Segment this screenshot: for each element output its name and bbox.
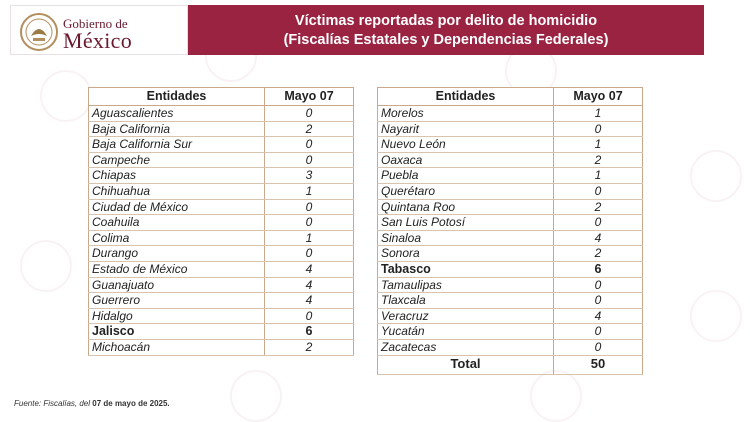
victim-count: 1 xyxy=(554,106,643,122)
victim-count: 2 xyxy=(554,152,643,168)
victim-count: 0 xyxy=(554,183,643,199)
entity-name: Ciudad de México xyxy=(89,199,265,215)
table-row xyxy=(378,277,643,293)
entity-name: Estado de México xyxy=(89,261,265,277)
victim-count: 4 xyxy=(265,261,354,277)
victim-count: 2 xyxy=(554,246,643,262)
entity-name: Nayarit xyxy=(378,121,554,137)
page-title: Víctimas reportadas por delito de homicidio xyxy=(294,13,598,29)
entity-name: Campeche xyxy=(89,152,265,168)
table-row xyxy=(89,308,354,324)
column-header-date: Mayo 07 xyxy=(265,88,354,106)
watermark xyxy=(530,370,582,422)
entity-name: Morelos xyxy=(378,106,554,122)
table-row xyxy=(89,277,354,293)
entity-name: Querétaro xyxy=(378,183,554,199)
victim-count: 0 xyxy=(554,121,643,137)
table-row xyxy=(89,215,354,231)
table-row xyxy=(89,339,354,355)
table-row xyxy=(89,230,354,246)
entity-name: Hidalgo xyxy=(89,308,265,324)
victim-count: 3 xyxy=(265,168,354,184)
gov-label-small: Gobierno de xyxy=(63,16,128,31)
entity-name: Durango xyxy=(89,246,265,262)
victim-count: 0 xyxy=(554,215,643,231)
gov-label-big: México xyxy=(63,28,133,53)
table-row xyxy=(89,106,354,122)
entity-name: Baja California Sur xyxy=(89,137,265,153)
table-row xyxy=(378,324,643,340)
entity-name: Yucatán xyxy=(378,324,554,340)
total-value: 50 xyxy=(554,355,643,374)
watermark xyxy=(690,150,742,202)
table-row xyxy=(378,261,643,277)
table-row xyxy=(378,230,643,246)
source-date: 07 de mayo de 2025. xyxy=(92,399,170,408)
victim-count: 0 xyxy=(265,137,354,153)
entity-name: Chiapas xyxy=(89,168,265,184)
victim-count: 1 xyxy=(554,168,643,184)
table-row xyxy=(89,293,354,309)
table-row xyxy=(89,121,354,137)
entity-name: Guerrero xyxy=(89,293,265,309)
table-row xyxy=(378,106,643,122)
victim-count: 4 xyxy=(554,230,643,246)
table-row xyxy=(89,168,354,184)
column-header-date: Mayo 07 xyxy=(554,88,643,106)
total-row xyxy=(378,355,643,374)
entity-name: Chihuahua xyxy=(89,183,265,199)
page-subtitle: (Fiscalías Estatales y Dependencias Federales) xyxy=(283,32,609,48)
table-row xyxy=(89,324,354,340)
victim-count: 0 xyxy=(265,308,354,324)
column-header-entity: Entidades xyxy=(378,88,554,106)
entity-name: Nuevo León xyxy=(378,137,554,153)
victim-count: 0 xyxy=(265,246,354,262)
table-row xyxy=(89,183,354,199)
entity-name: Michoacán xyxy=(89,339,265,355)
victims-table-left xyxy=(88,87,354,356)
total-label: Total xyxy=(378,355,554,374)
victim-count: 0 xyxy=(554,324,643,340)
entity-name: Veracruz xyxy=(378,308,554,324)
entity-name: Puebla xyxy=(378,168,554,184)
entity-name: Colima xyxy=(89,230,265,246)
table-row xyxy=(378,246,643,262)
government-logo xyxy=(10,5,188,55)
entity-name: Tlaxcala xyxy=(378,293,554,309)
entity-name: Tabasco xyxy=(378,261,554,277)
entity-name: Baja California xyxy=(89,121,265,137)
column-header-entity: Entidades xyxy=(89,88,265,106)
victims-table-right xyxy=(377,87,643,375)
entity-name: San Luis Potosí xyxy=(378,215,554,231)
victim-count: 0 xyxy=(265,106,354,122)
watermark xyxy=(20,240,72,292)
table-row xyxy=(89,246,354,262)
source-note xyxy=(14,399,170,408)
table-row xyxy=(89,152,354,168)
title-band xyxy=(188,5,704,55)
victim-count: 0 xyxy=(554,277,643,293)
entity-name: Coahuila xyxy=(89,215,265,231)
victim-count: 6 xyxy=(554,261,643,277)
victim-count: 0 xyxy=(265,215,354,231)
watermark xyxy=(230,370,282,422)
table-row xyxy=(378,183,643,199)
table-row xyxy=(378,121,643,137)
watermark xyxy=(690,290,742,342)
source-prefix: Fuente: Fiscalías, del xyxy=(14,399,93,408)
victim-count: 0 xyxy=(554,339,643,355)
table-row xyxy=(378,293,643,309)
entity-name: Jalisco xyxy=(89,324,265,340)
victim-count: 4 xyxy=(265,277,354,293)
victim-count: 2 xyxy=(265,339,354,355)
entity-name: Zacatecas xyxy=(378,339,554,355)
entity-name: Sinaloa xyxy=(378,230,554,246)
victim-count: 0 xyxy=(265,152,354,168)
victim-count: 0 xyxy=(265,199,354,215)
table-row xyxy=(378,137,643,153)
victim-count: 0 xyxy=(554,293,643,309)
table-row xyxy=(378,152,643,168)
watermark xyxy=(40,70,92,122)
table-header-row xyxy=(89,88,354,106)
victim-count: 6 xyxy=(265,324,354,340)
victim-count: 4 xyxy=(265,293,354,309)
table-row xyxy=(378,339,643,355)
victim-count: 2 xyxy=(554,199,643,215)
table-header-row xyxy=(378,88,643,106)
victim-count: 1 xyxy=(554,137,643,153)
entity-name: Quintana Roo xyxy=(378,199,554,215)
table-row xyxy=(89,261,354,277)
entity-name: Sonora xyxy=(378,246,554,262)
entity-name: Tamaulipas xyxy=(378,277,554,293)
entity-name: Oaxaca xyxy=(378,152,554,168)
table-row xyxy=(378,308,643,324)
victim-count: 1 xyxy=(265,183,354,199)
victim-count: 1 xyxy=(265,230,354,246)
entity-name: Guanajuato xyxy=(89,277,265,293)
table-row xyxy=(89,137,354,153)
table-row xyxy=(378,215,643,231)
entity-name: Aguascalientes xyxy=(89,106,265,122)
table-row xyxy=(378,168,643,184)
coat-of-arms-icon xyxy=(19,12,59,52)
victim-count: 4 xyxy=(554,308,643,324)
victim-count: 2 xyxy=(265,121,354,137)
table-row xyxy=(89,199,354,215)
table-row xyxy=(378,199,643,215)
header xyxy=(10,5,704,55)
